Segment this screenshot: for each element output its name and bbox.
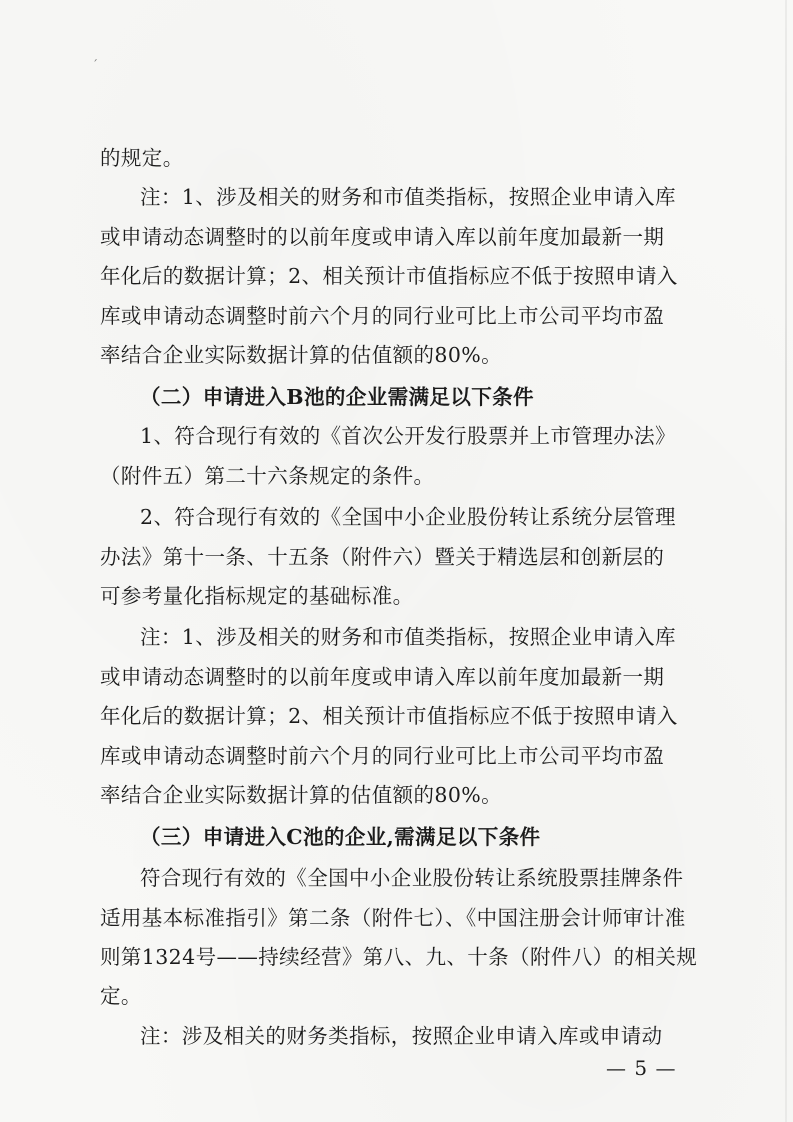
text-line-15: 年化后的数据计算；2、相关预计市值指标应不低于按照申请入 [100, 704, 678, 728]
text-line-2: 注：1、涉及相关的财务和市值类指标，按照企业申请入库 [140, 185, 676, 209]
page-edge-shadow [785, 0, 787, 1122]
text-line-21: 则第1324号——持续经营》第八、九、十条（附件八）的相关规 [100, 945, 698, 969]
text-line-9: （附件五）第二十六条规定的条件。 [100, 464, 435, 488]
text-line-5: 库或申请动态调整时前六个月的同行业可比上市公司平均市盈 [100, 304, 665, 328]
text-line-22: 定。 [100, 984, 142, 1008]
text-line-3: 或申请动态调整时的以前年度或申请入库以前年度加最新一期 [100, 225, 665, 249]
text-line-10: 2、符合现行有效的《全国中小企业股份转让系统分层管理 [140, 505, 676, 529]
text-line-13: 注：1、涉及相关的财务和市值类指标，按照企业申请入库 [140, 625, 676, 649]
text-line-17: 率结合企业实际数据计算的估值额的80%。 [100, 783, 503, 807]
text-line-14: 或申请动态调整时的以前年度或申请入库以前年度加最新一期 [100, 665, 665, 689]
text-line-16: 库或申请动态调整时前六个月的同行业可比上市公司平均市盈 [100, 744, 665, 768]
section-heading-b-pool: （二）申请进入B池的企业需满足以下条件 [140, 385, 534, 409]
page-number: — 5 — [606, 1056, 677, 1080]
section-heading-c-pool: （三）申请进入C池的企业,需满足以下条件 [140, 825, 541, 849]
text-line-6: 率结合企业实际数据计算的估值额的80%。 [100, 343, 503, 367]
text-line-4: 年化后的数据计算；2、相关预计市值指标应不低于按照申请入 [100, 264, 678, 288]
text-line-12: 可参考量化指标规定的基础标准。 [100, 584, 414, 608]
text-line-11: 办法》第十一条、十五条（附件六）暨关于精选层和创新层的 [100, 545, 665, 569]
text-line-20: 适用基本标准指引》第二条（附件七）、《中国注册会计师审计准 [100, 906, 686, 930]
text-line-1: 的规定。 [100, 146, 184, 170]
scan-speck-mark: ˊ [92, 58, 98, 72]
text-line-8: 1、符合现行有效的《首次公开发行股票并上市管理办法》 [140, 424, 676, 448]
text-line-23: 注：涉及相关的财务类指标，按照企业申请入库或申请动 [140, 1024, 663, 1048]
text-line-19: 符合现行有效的《全国中小企业股份转让系统股票挂牌条件 [140, 866, 684, 890]
